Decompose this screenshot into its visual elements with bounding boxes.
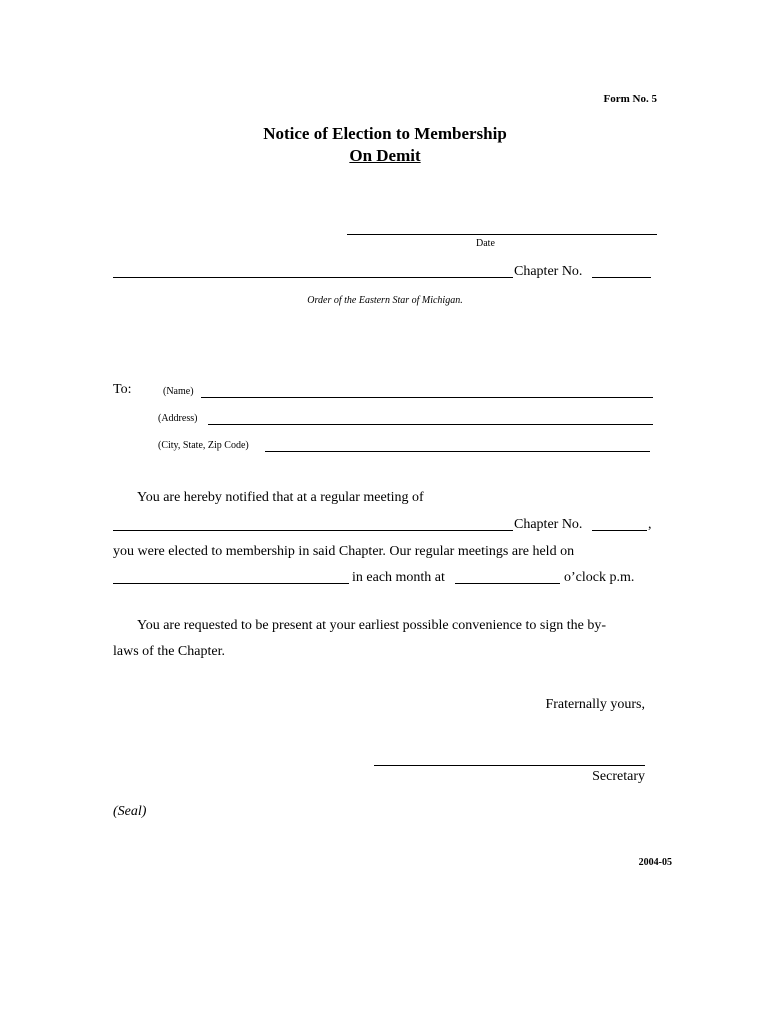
notice-text-line3: you were elected to membership in said Chapter. Our regular meetings are held on [113,544,575,559]
chapter-number-line[interactable] [592,277,651,278]
chapter-name-line[interactable] [113,277,513,278]
request-text-line2: laws of the Chapter. [113,644,225,659]
date-line[interactable] [347,234,657,235]
meeting-chapter-number-line[interactable] [592,530,647,531]
in-each-month-text: in each month at [352,570,445,585]
form-number: Form No. 5 [603,93,657,105]
city-field-label: (City, State, Zip Code) [158,440,249,451]
address-field-label: (Address) [158,413,198,424]
meeting-time-line[interactable] [455,583,560,584]
chapter-label: Chapter No. [514,264,583,279]
closing-text: Fraternally yours, [545,697,645,712]
address-field-line[interactable] [208,424,653,425]
date-label: Date [476,238,495,249]
city-field-line[interactable] [265,451,650,452]
oclock-text: o’clock p.m. [564,570,635,585]
revision-code: 2004-05 [638,857,672,868]
chapter-comma: , [648,517,652,532]
meeting-day-line[interactable] [113,583,349,584]
page-subtitle: On Demit [349,146,421,165]
page-title: Notice of Election to Membership [263,124,507,143]
secretary-label: Secretary [592,769,645,784]
request-text-line1: You are requested to be present at your earliest possible convenience to sign the by- [137,618,606,633]
seal-label: (Seal) [113,804,147,819]
order-line: Order of the Eastern Star of Michigan. [307,295,463,306]
chapter-label-2: Chapter No. [514,517,583,532]
name-field-label: (Name) [163,386,194,397]
secretary-signature-line[interactable] [374,765,645,766]
meeting-chapter-line[interactable] [113,530,513,531]
name-field-line[interactable] [201,397,653,398]
to-label: To: [113,382,132,397]
notice-text-line1: You are hereby notified that at a regular meeting of [137,490,424,505]
